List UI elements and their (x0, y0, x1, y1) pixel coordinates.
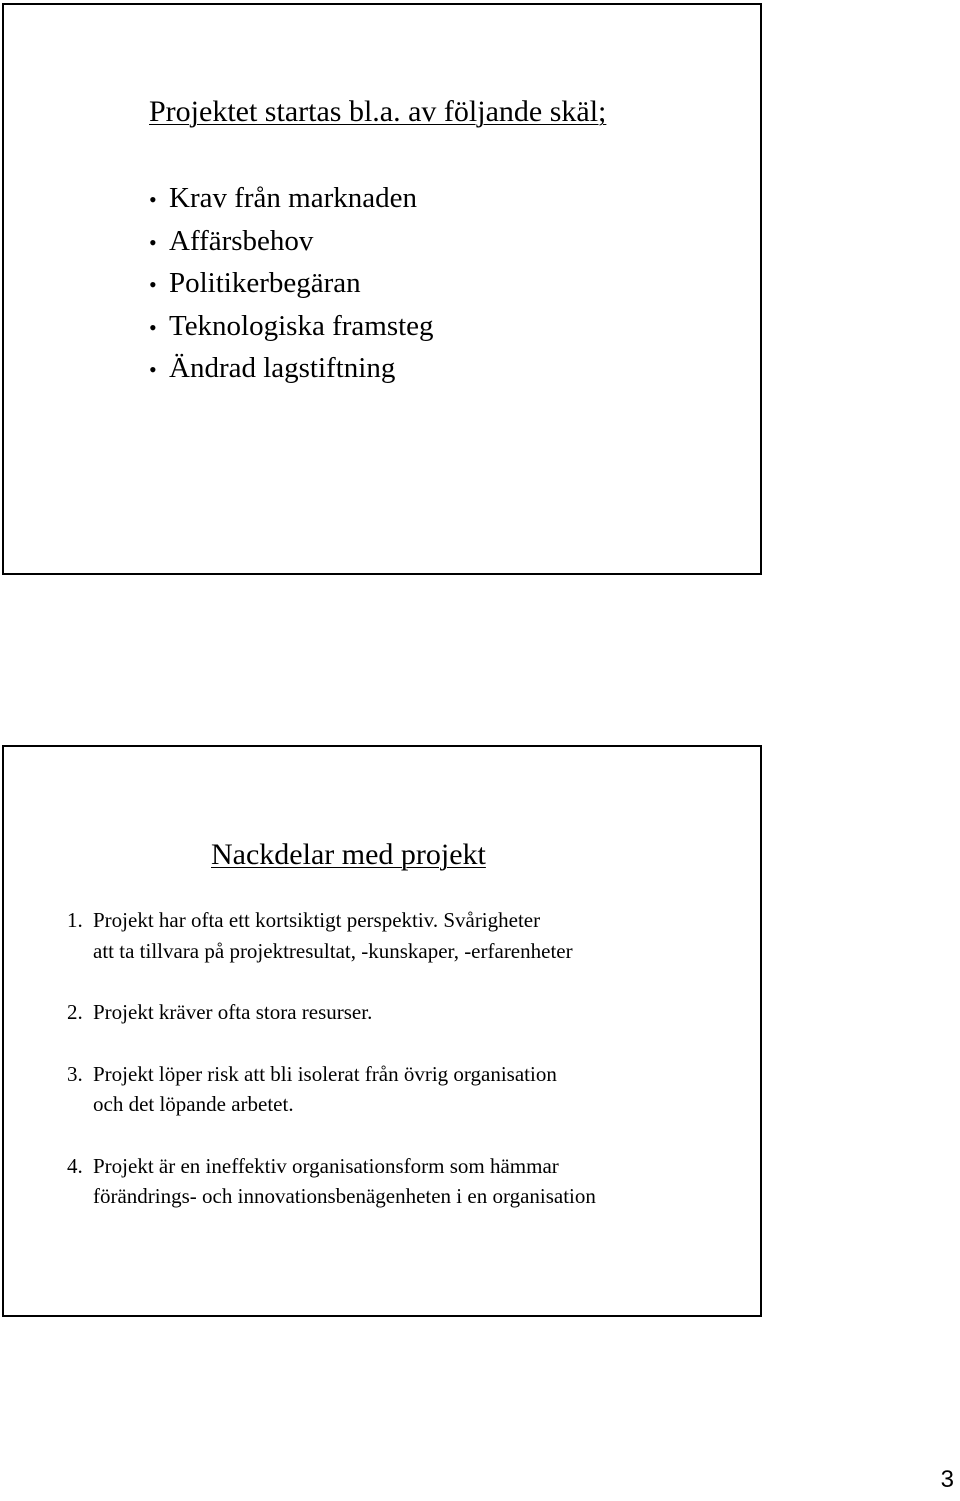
item-text (93, 1151, 596, 1212)
item-text (93, 997, 372, 1028)
page-number: 3 (940, 1466, 954, 1493)
item-line: Projekt löper risk att bli isolerat från övrig organisation (93, 1061, 557, 1086)
item-number: 4. (67, 1153, 83, 1178)
list-item (67, 997, 596, 1028)
bullet-item (149, 263, 434, 306)
bullet-item (149, 178, 434, 221)
bullet-text: Teknologiska framsteg (169, 309, 434, 342)
item-line: förändrings- och innovationsbenägenheten i en organisation (93, 1184, 596, 1208)
slide-1 (2, 3, 762, 575)
item-line: att ta tillvara på projektresultat, -kunskaper, -erfarenheter (93, 938, 573, 963)
slide-2-title: Nackdelar med projekt (211, 838, 486, 871)
bullet-icon: • (149, 272, 157, 297)
slide-2 (2, 745, 762, 1317)
reasons-bullet-list (149, 178, 434, 391)
item-text (93, 905, 573, 966)
bullet-icon: • (149, 187, 157, 212)
item-number: 1. (67, 908, 83, 932)
bullet-item (149, 306, 434, 349)
bullet-text: Krav från marknaden (169, 182, 417, 214)
list-item (67, 1059, 596, 1120)
slide-1-title: Projektet startas bl.a. av följande skäl; (149, 95, 607, 128)
item-line: Projekt är en ineffektiv organisationsform som hämmar (93, 1153, 559, 1178)
bullet-icon: • (149, 357, 157, 382)
item-line: och det löpande arbetet. (93, 1092, 294, 1116)
bullet-text: Affärsbehov (169, 224, 314, 257)
disadvantages-numbered-list (67, 905, 596, 1243)
bullet-item (149, 221, 434, 264)
item-number: 3. (67, 1061, 83, 1086)
item-line: Projekt har ofta ett kortsiktigt perspektiv. Svårigheter (93, 908, 541, 932)
list-item (67, 1151, 596, 1212)
bullet-text: Ändrad lagstiftning (169, 352, 396, 384)
bullet-icon: • (149, 314, 157, 340)
bullet-icon: • (149, 229, 157, 255)
item-line: Projekt kräver ofta stora resurser. (93, 1000, 373, 1024)
item-text (93, 1059, 557, 1120)
list-item (67, 905, 596, 966)
bullet-text: Politikerbegäran (169, 267, 361, 299)
item-number: 2. (67, 1000, 83, 1024)
bullet-item (149, 348, 434, 391)
